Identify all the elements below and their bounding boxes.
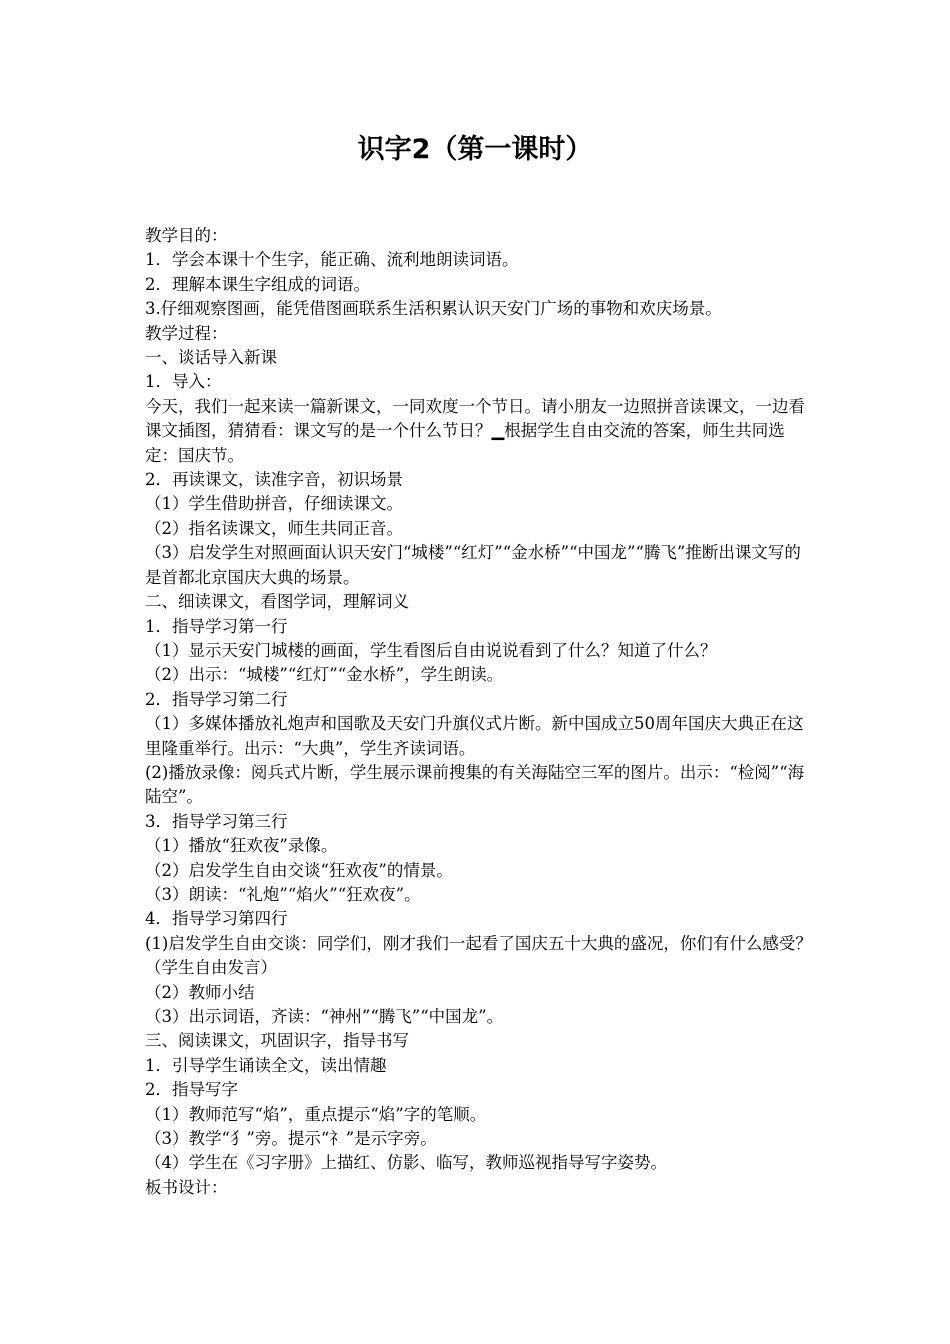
objectives-heading: 教学目的：	[145, 226, 228, 245]
substep: （2）教师小结	[145, 982, 255, 1002]
substep: (2)播放录像：阅兵式片断，学生展示课前搜集的有关海陆空三军的图片。出示：“检阅”“海陆空”。	[145, 762, 805, 807]
substep: （4）学生在《习字册》上描红、仿影、临写，教师巡视指导写字姿势。	[145, 1153, 667, 1173]
step-heading: 1．引导学生诵读全文，读出情趣	[145, 1055, 387, 1075]
process-heading: 教学过程：	[145, 323, 228, 343]
substep: （3）朗读：“礼炮”“焰火”“狂欢夜”。	[145, 884, 421, 904]
step-heading: 4．指导学习第四行	[145, 909, 288, 929]
substep: （2）出示：“城楼”“红灯”“金水桥”，学生朗读。	[145, 665, 504, 685]
step-heading: 2．指导学习第二行	[145, 689, 288, 709]
substep: （2）指名读课文，师生共同正音。	[145, 518, 403, 538]
substep: （3）启发学生对照画面认识天安门“城楼”“红灯”“金水桥”“中国龙”“腾飞”推断出课文写的是首都北京国庆大典的场景。	[145, 543, 801, 587]
paragraph: 今天，我们一起来读一篇新课文，一同欢度一个节日。请小朋友一边照拼音读课文，一边看课文插图，猜猜看：课文写的是一个什么节日？▁根据学生自由交流的答案，师生共同选定：国庆节。	[145, 396, 805, 465]
substep: （2）启发学生自由交谈“狂欢夜”的情景。	[145, 860, 453, 880]
step-heading: 2．再读课文，读准字音，初识场景	[145, 470, 403, 490]
objective-item: 2．理解本课生字组成的词语。	[145, 274, 370, 294]
document-body	[145, 224, 813, 1200]
objective-item: 1．学会本课十个生字，能正确、流利地朗读词语。	[145, 250, 519, 270]
substep: （3）教学“犭”旁。提示“礻”是示字旁。	[145, 1129, 437, 1149]
substep: (1)启发学生自由交谈：同学们，刚才我们一起看了国庆五十大典的盛况，你们有什么感受？（学生自由发言）	[145, 933, 812, 978]
substep: （3）出示词语，齐读：“神州”“腾飞”“中国龙”。	[145, 1007, 504, 1026]
substep: （1）多媒体播放礼炮声和国歌及天安门升旗仪式片断。新中国成立50周年国庆大典正在这里隆重举行。出示：“大典”，学生齐读词语。	[145, 714, 804, 758]
board-design-heading: 板书设计：	[145, 1177, 228, 1197]
step-heading: 2．指导写字	[145, 1080, 238, 1100]
section-heading: 二、细读课文，看图学词，理解词义	[145, 592, 409, 612]
objective-item: 3.仔细观察图画，能凭借图画联系生活积累认识天安门广场的事物和欢庆场景。	[145, 299, 722, 319]
substep: （1）显示天安门城楼的画面，学生看图后自由说说看到了什么？知道了什么？	[145, 640, 717, 660]
section-heading: 一、谈话导入新课	[145, 348, 277, 368]
substep: （1）学生借助拼音，仔细读课文。	[145, 494, 403, 514]
step-heading: 1．指导学习第一行	[145, 616, 288, 636]
substep: （1）教师范写“焰”，重点提示“焰”字的笔顺。	[145, 1104, 487, 1124]
document-title: 识字2（第一课时）	[357, 134, 593, 165]
step-heading: 3．指导学习第三行	[145, 811, 288, 831]
step-heading: 1．导入：	[145, 372, 222, 392]
substep: （1）播放“狂欢夜”录像。	[145, 836, 338, 856]
section-heading: 三、阅读课文，巩固识字，指导书写	[145, 1031, 409, 1051]
